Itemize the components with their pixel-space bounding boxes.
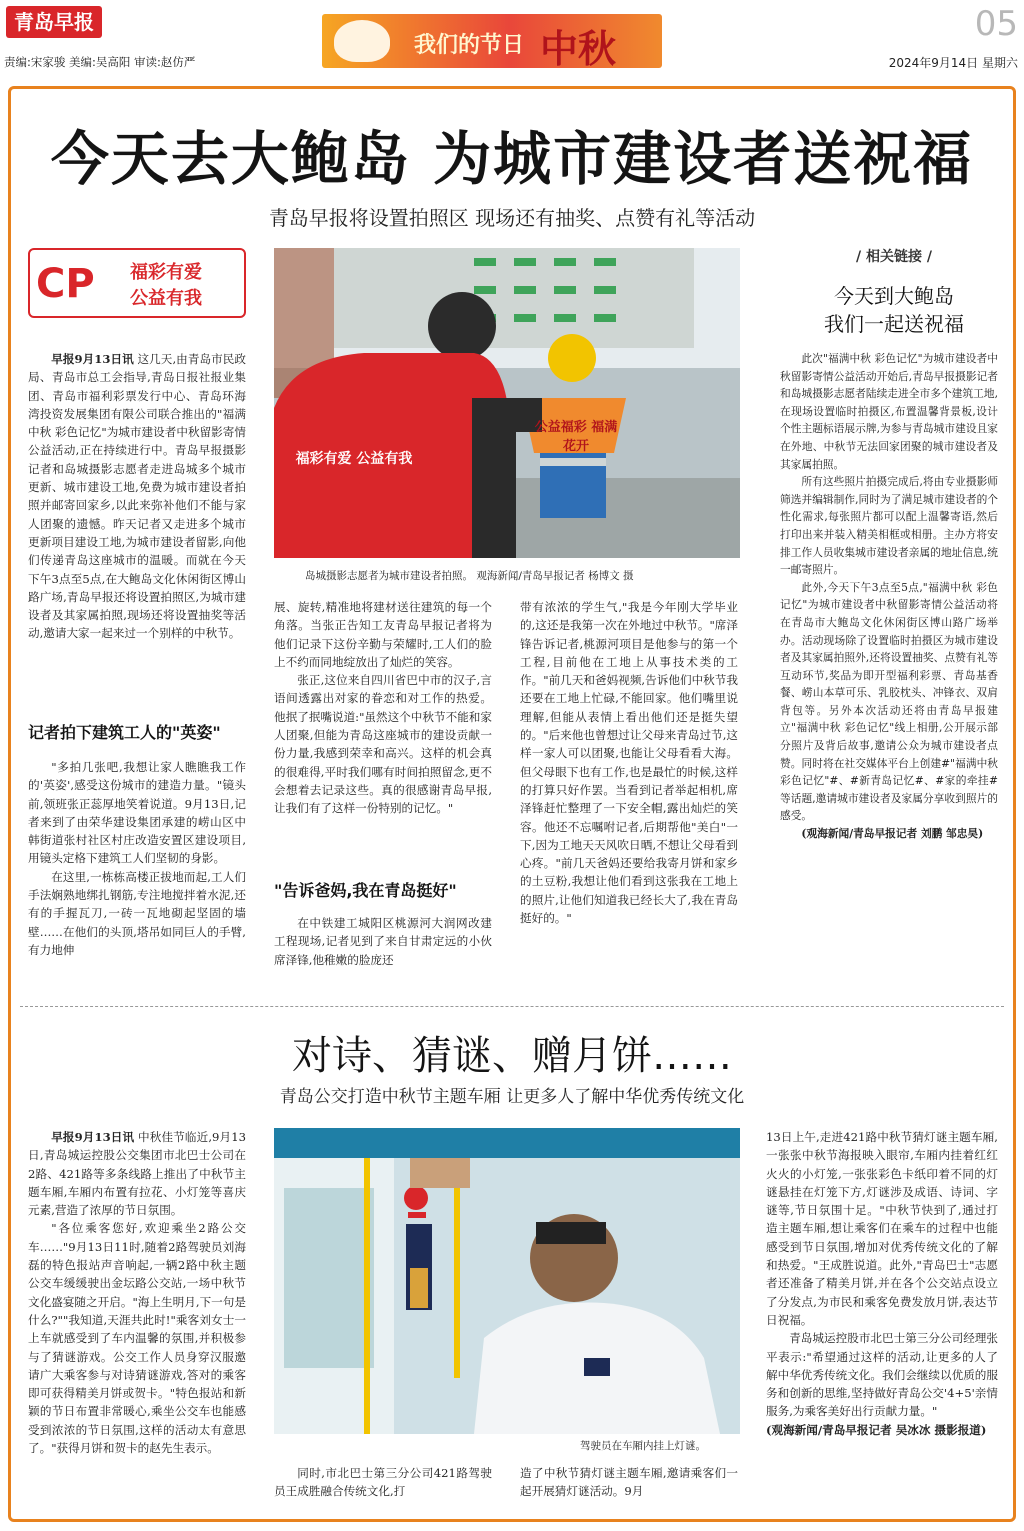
photo-vest-text: 福彩有爱 公益有我: [295, 451, 413, 467]
fucai-mark-icon: CP: [36, 261, 95, 307]
story2-col4: [766, 1128, 998, 1439]
story2-p4: 造了中秋节猜灯谜主题车厢,邀请乘客们一起开展猜灯谜活动。9月: [520, 1466, 738, 1499]
section-banner: [322, 14, 662, 68]
subhead-story1: 青岛早报将设置拍照区 现场还有抽奖、点赞有礼等活动: [268, 206, 756, 230]
story2-col2: [274, 1464, 492, 1501]
story2-p6: 青岛城运控股市北巴士第三分公司经理张平表示:"希望通过这样的活动,让更多的人了解中华优秀传统文化。我们会继续以优质的服务和创新的思维,坚持做好青岛公交'4+5'亲情服务,为乘客美好出行贡献力量。": [766, 1331, 998, 1419]
related-title-line1: 今天到大鲍岛: [834, 284, 954, 308]
related-title-line2: 我们一起送祝福: [824, 312, 964, 336]
story1-p1: 这几天,由青岛市民政局、青岛市总工会指导,青岛日报社报业集团、青岛市福利彩票发行中心、青岛环海湾投资发展集团有限公司联合推出的"福满中秋 彩色记忆"为城市建设者中秋留影寄情公益活动,正在持续进行中。青岛早报摄影记者和岛城摄影志愿者走进岛城多个城市更新、城市建设工地,免费为城市建设者拍照并邮寄回家乡,以此来弥补他们不能与家人团聚的遗憾。昨天记者又走进多个城市更新项目建设工地,为城市建设者留影,向他们传递青岛这座城市的温暖。而就在今天下午3点至5点,在大鲍岛文化休闲街区博山路广场,青岛早报还将设置拍照区,为城市建设者及其家属拍照,现场还将设置抽奖等活动,邀请大家一起来过一个别样的中秋节。: [28, 352, 247, 641]
story1-p5: 张正,这位来自四川省巴中市的汉子,言语间透露出对家的眷恋和对工作的热爱。他抿了抿嘴说道:"虽然这个中秋节不能和家人团聚,但能为青岛这座城市的建设贡献一份力量,我感到荣幸和高兴。这样的机会真的很难得,平时我们哪有时间拍照留念,更不会想着去记录这些。真的很感谢青岛早报,让我们有了这样一份特别的记忆。": [274, 673, 492, 816]
related-tag: / 相关链接 /: [856, 249, 932, 265]
related-byline: (观海新闻/青岛早报记者 刘鹏 邹忠昊): [801, 827, 984, 841]
fucai-logo: [28, 248, 246, 318]
photo-worker[interactable]: [274, 248, 740, 558]
story2-p1: 中秋佳节临近,9月13日,青岛城运控股公交集团市北巴士公司在2路、421路等多条线路上推出了中秋节主题车厢,车厢内布置有拉花、小灯笼等喜庆元素,营造了浓厚的节日氛围。: [28, 1130, 247, 1218]
story1-lead-mark: 早报9月13日讯: [51, 352, 134, 366]
story1-col2b: [274, 914, 492, 969]
photo-worker-image: [274, 248, 740, 558]
banner-title: 中秋: [540, 26, 617, 68]
story1-col3: [520, 598, 738, 927]
story2-col3: [520, 1464, 738, 1501]
story2-byline: (观海新闻/青岛早报记者 吴冰冰 摄影报道): [766, 1422, 987, 1437]
rabbit-icon: [334, 20, 390, 62]
related-p2: 所有这些照片拍摄完成后,将由专业摄影师筛选并编辑制作,同时为了满足城市建设者的个性化需求,每张照片都可以配上温馨寄语,然后打印出来并装入精美相框或相册。主办方将安排工作人员收集城市建设者亲属的地址信息,统一邮寄照片。: [780, 475, 998, 577]
story1-p2: "多拍几张吧,我想让家人瞧瞧我工作的'英姿',感受这份城市的建造力量。"镜头前,领班张正蕊厚地笑着说道。9月13日,记者来到了由荣华建设集团承建的崂山区中韩街道张村社区村庄改造安置区建设项目,用镜头定格下建筑工人们坚韧的身影。: [28, 760, 246, 866]
photo-bus[interactable]: [274, 1128, 740, 1434]
subtitle-parents: "告诉爸妈,我在青岛挺好": [274, 881, 457, 900]
photo-caption-story1: 岛城摄影志愿者为城市建设者拍照。 观海新闻/青岛早报记者 杨博文 摄: [305, 570, 634, 582]
headline-story1: 今天去大鲍岛 为城市建设者送祝福: [50, 125, 974, 193]
staff-credits: 责编:宋家骏 美编:吴高阳 审读:赵仿严: [4, 55, 196, 69]
issue-date: 2024年9月14日 星期六: [888, 56, 1018, 70]
related-title: [780, 282, 1008, 338]
banner-prefix: 我们的节日: [414, 33, 525, 58]
story1-col2: [274, 598, 492, 818]
masthead: [0, 0, 1024, 78]
fucai-slogan-2: 公益有我: [130, 288, 202, 309]
related-p1: 此次"福满中秋 彩色记忆"为城市建设者中秋留影寄情公益活动开始后,青岛早报摄影记者和岛城摄影志愿者陆续走进全市多个建筑工地,在现场设置临时拍摄区,布置温馨背景板,设计个性主题标语展示牌,为参与青岛城市建设且家在外地、中秋节无法回家团聚的城市建设者及其家属拍照。: [780, 352, 998, 471]
story1-p6: 在中铁建工城阳区桃源河大润网改建工程现场,记者见到了来自甘肃定远的小伙席泽锋,他稚嫩的脸庞还: [274, 916, 492, 967]
section-divider: [20, 1006, 1004, 1007]
story1-col1b: [28, 758, 246, 959]
story2-lead-mark: 早报9月13日讯: [51, 1130, 135, 1144]
story2-col1: [28, 1128, 246, 1457]
photo-sign-text: 公益福彩 福满花开: [534, 420, 618, 454]
story2-p5: 13日上午,走进421路中秋节猜灯谜主题车厢,一张张中秋节海报映入眼帘,车厢内挂着红红火火的小灯笼,一张张彩色卡纸印着不同的灯谜悬挂在灯笼下方,灯谜涉及成语、诗词、字谜等,节日氛围十足。"中秋节快到了,通过打造主题车厢,想让乘客们在乘车的过程中也能感受到节日氛围,增加对优秀传统文化的了解和热爱。"王成胜说道。此外,"青岛巴士"志愿者还准备了精美月饼,并在各个公交站点设立了分发点,为市民和乘客免费发放月饼,表达节日祝福。: [766, 1130, 998, 1327]
photo-bus-image: [274, 1128, 740, 1434]
related-body: [780, 350, 998, 843]
story2-p3: 同时,市北巴士第三分公司421路驾驶员王成胜融合传统文化,打: [274, 1466, 492, 1499]
story1-col1a: [28, 350, 246, 643]
story1-p7: 带有浓浓的学生气,"我是今年刚大学毕业的,这还是我第一次在外地过中秋节。"席泽锋告诉记者,桃源河项目是他参与的第一个工程,目前他在工地上从事技术类的工作。"前几天和爸妈视频,告诉他们中秋节我还要在工地上忙碌,不能回家。他们嘴里说理解,但能从表情上看出他们还是挺失望的。"后来他也曾想过让父母来青岛过节,这样一家人可以团聚,也能让父母看看大海。但父母眼下也有工作,也是最忙的时候,这样的打算只好作罢。当看到记者举起相机,席泽锋赶忙整理了一下安全帽,露出灿烂的笑容。他还不忘嘱咐记者,后期帮他"美白"一下,因为工地天天风吹日晒,不想让父母看到心疼。"前几天爸妈还要给我寄月饼和家乡的土豆粉,我想让他们看到这张我在工地上的照片,让他们知道我已经长大了,我在青岛挺好的。": [520, 600, 738, 926]
fucai-slogan-1: 福彩有爱: [130, 262, 202, 283]
story2-p2: "各位乘客您好,欢迎乘坐2路公交车……"9月13日11时,随着2路驾驶员刘海磊的特色报站声音响起,一辆2路中秋主题公交车缓缓驶出金坛路公交站,一场中秋节文化盛宴随之开启。"海上生明月,下一句是什么?""我知道,天涯共此时!"乘客刘女士一上车就感受到了车内温馨的氛围,并积极参与了猜谜游戏。公交工作人员身穿汉服邀请广大乘客参与对诗猜谜游戏,答对的乘客即可获得精美月饼或贺卡。"特色报站和新颖的节日布置非常暖心,乘坐公交车也能感受到浓浓的节日氛围,这样的活动太有意思了。"获得月饼和贺卡的赵先生表示。: [28, 1221, 246, 1456]
newspaper-logo[interactable]: 青岛早报: [6, 6, 102, 38]
story1-p3: 在这里,一栋栋高楼正拔地而起,工人们手法娴熟地绑扎钢筋,专注地搅拌着水泥,还有的手握瓦刀,一砖一瓦地砌起坚固的墙壁……在他们的头顶,塔吊如同巨人的手臂,有力地伸: [28, 869, 246, 957]
subtitle-heroes: 记者拍下建筑工人的"英姿": [28, 723, 221, 742]
page-number: 05: [974, 4, 1018, 44]
related-p3: 此外,今天下午3点至5点,"福满中秋 彩色记忆"为城市建设者中秋留影寄情公益活动将在青岛市大鲍岛文化休闲街区博山路广场举办。活动现场除了设置临时拍摄区为城市建设者及其家属拍照外,还将设置抽奖、点赞有礼等互动环节,奖品为即开型福利彩票、青岛基香餐、崂山本草可乐、乳胶枕头、冲锋衣、双肩背包等。另外本次活动还将由青岛早报建立"福满中秋 彩色记忆"线上相册,公开展示部分照片及背后故事,邀请公众为城市建设者点赞。同时将在社交媒体平台上创建#"福满中秋 彩色记忆"#、#新青岛记忆#、#家的牵挂#等话题,邀请城市建设者及家属分享收到照片的感受。: [780, 580, 998, 823]
story1-p4: 展、旋转,精准地将建材送往建筑的每一个角落。当张正告知工友青岛早报记者将为他们记录下这份辛勤与荣耀时,工人们的脸上不约而同地绽放出了灿烂的笑容。: [274, 600, 492, 669]
photo-caption-story2: 驾驶员在车厢内挂上灯谜。: [580, 1440, 706, 1452]
headline-story2: 对诗、猜谜、赠月饼……: [292, 1033, 732, 1079]
subhead-story2: 青岛公交打造中秋节主题车厢 让更多人了解中华优秀传统文化: [279, 1087, 745, 1107]
